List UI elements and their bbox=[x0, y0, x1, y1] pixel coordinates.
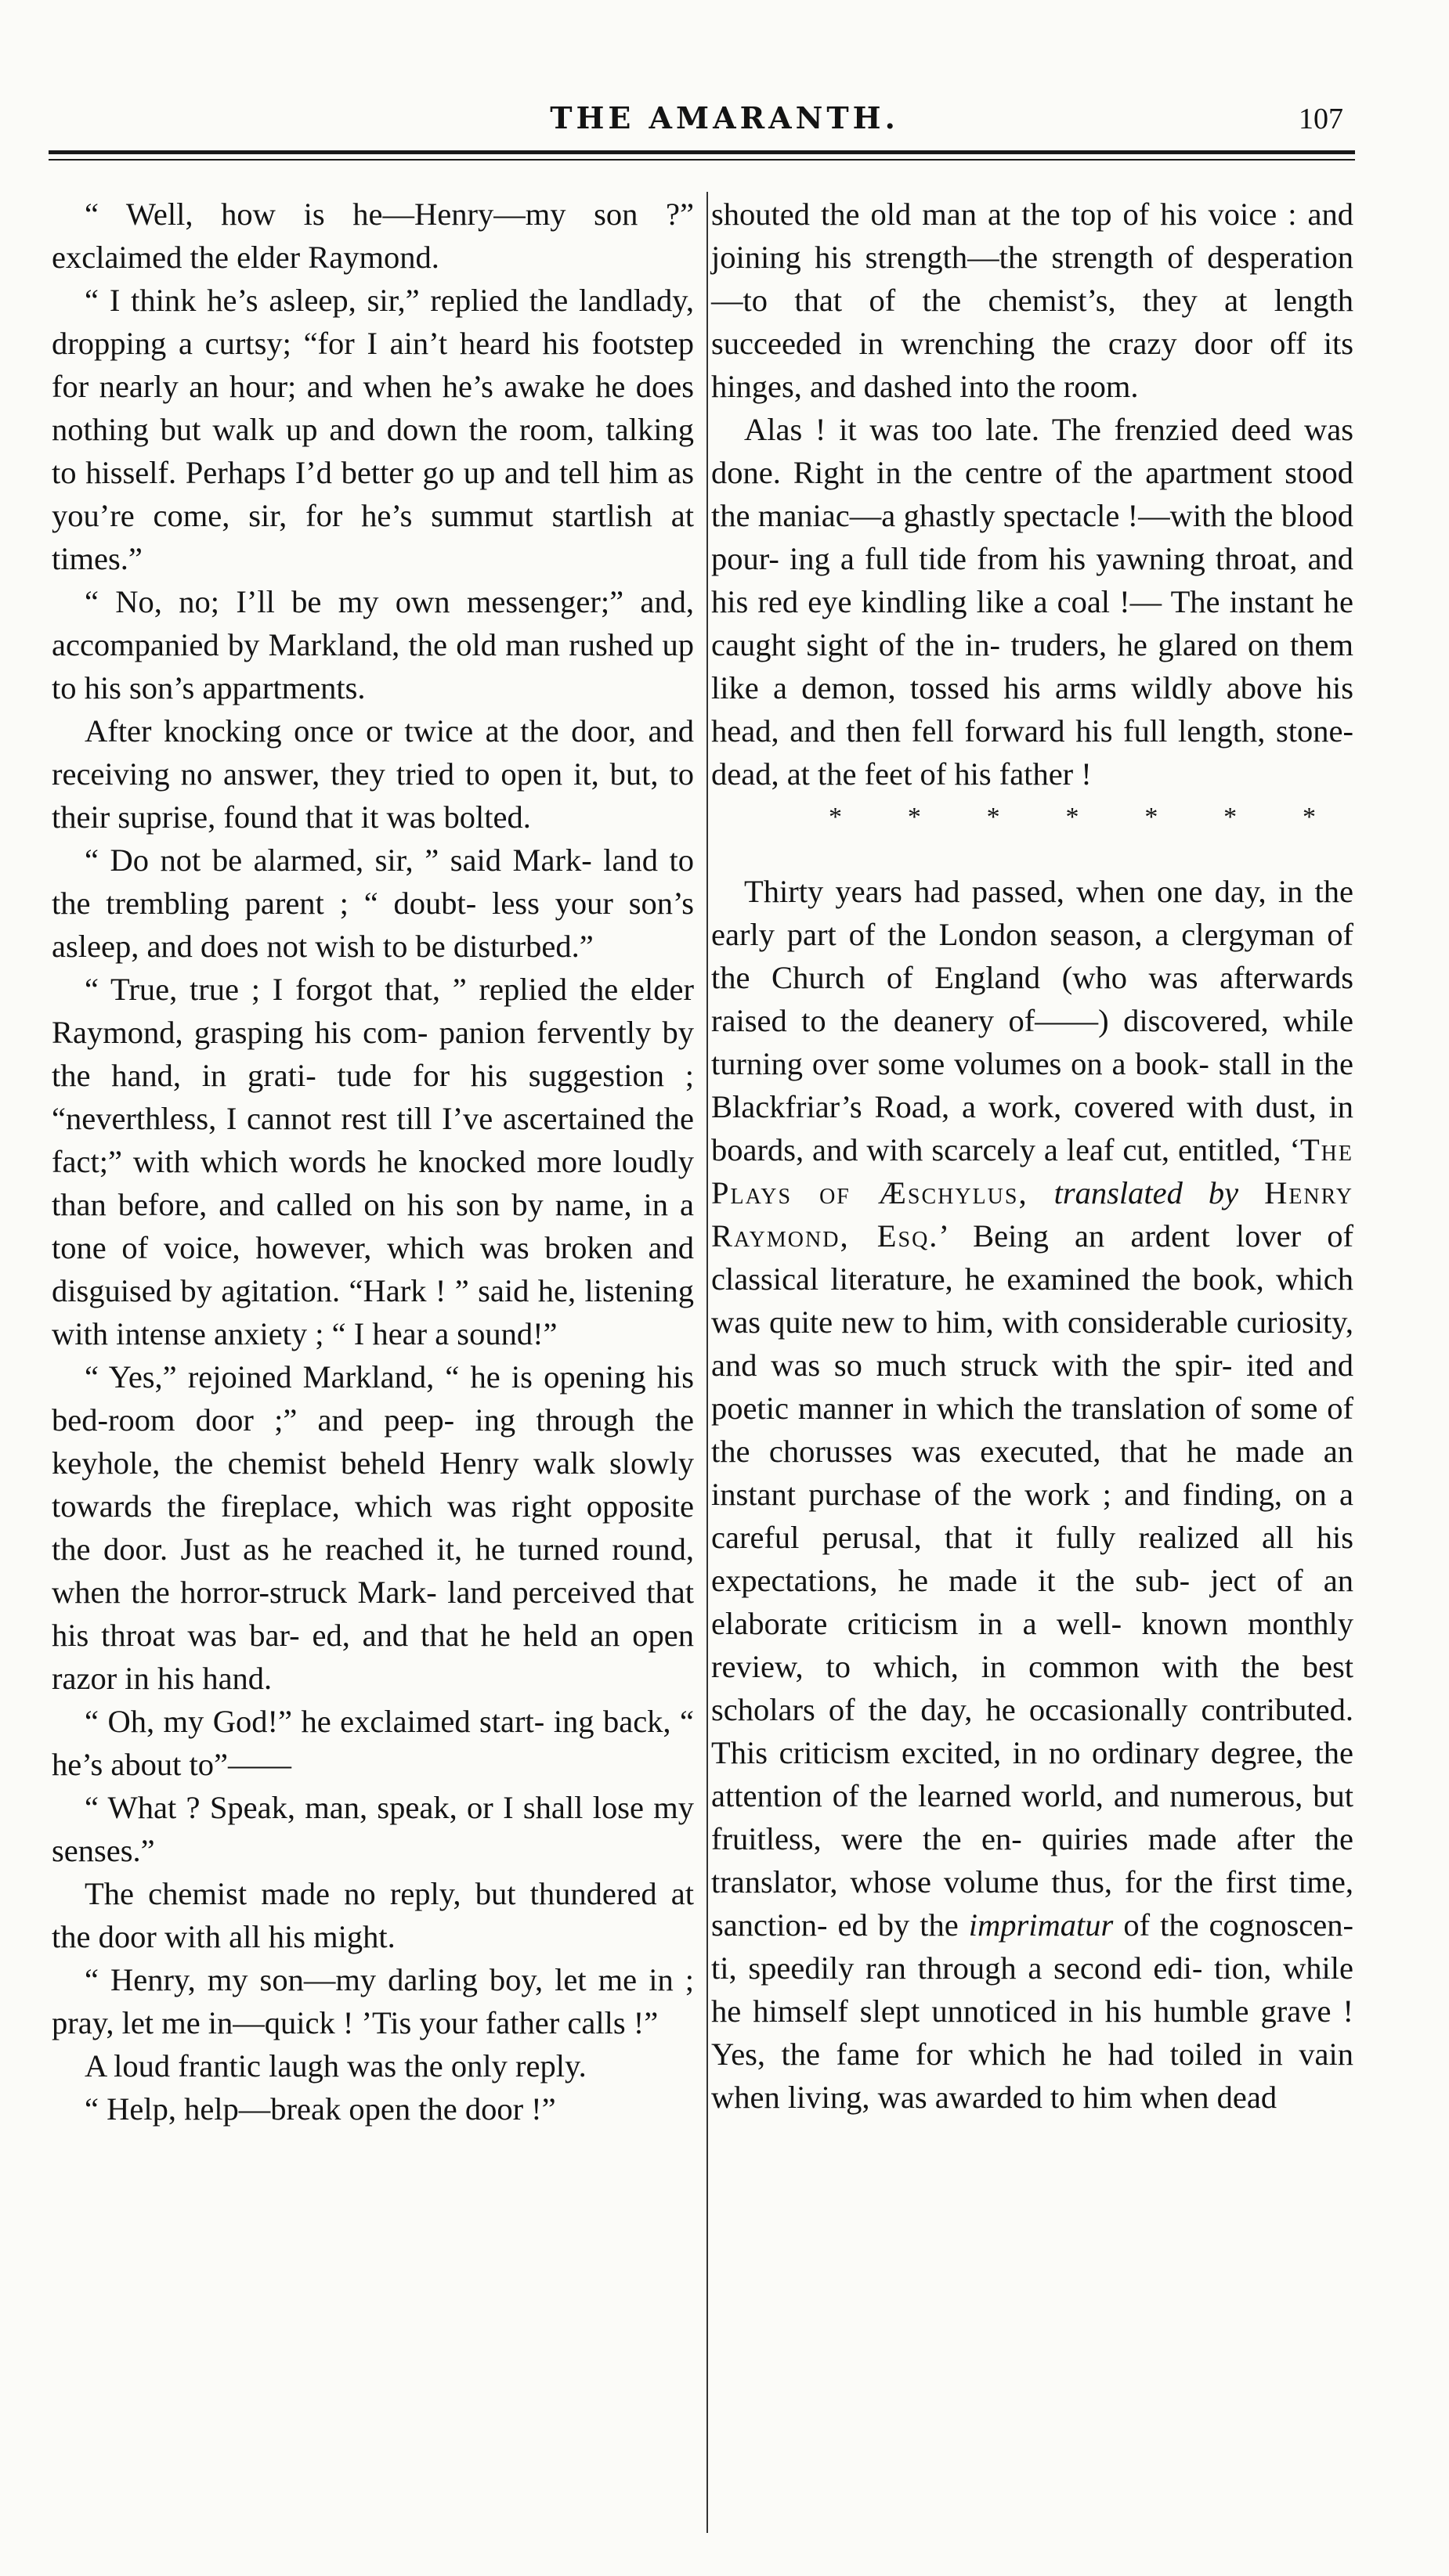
text-line: voice : and joining his strength—the bbox=[711, 197, 1354, 275]
paragraph bbox=[711, 193, 1353, 408]
text-line: tossed his arms wildly above his head, bbox=[711, 670, 1354, 749]
text-line: “ Do not be alarmed, sir, ” said Mark- bbox=[85, 842, 592, 878]
text-line: numerous, but fruitless, were the en- bbox=[711, 1778, 1353, 1856]
text-line: tion, while he himself slept unnoticed bbox=[711, 1950, 1354, 2029]
header-rule-thick bbox=[49, 150, 1355, 154]
paragraph bbox=[52, 1700, 694, 1786]
text-line: which was broken and disguised by bbox=[52, 1230, 695, 1308]
text-line: was executed, that he made an instant bbox=[711, 1434, 1354, 1512]
text-line: shouted the old man at the top of his bbox=[711, 197, 1198, 232]
text-line: to be disturbed.” bbox=[382, 929, 594, 964]
text-line: ing a full tide from his yawning throat, bbox=[790, 541, 1298, 576]
text-line: scarcely a leaf cut, entitled, ‘ bbox=[931, 1132, 1300, 1167]
text-line: covered with dust, in boards, and with bbox=[711, 1089, 1354, 1167]
text-line: wrenching the crazy door off its hinges, bbox=[711, 326, 1354, 404]
text-line: and then fell forward his full length, bbox=[790, 713, 1266, 749]
text-line: turning over some volumes on a book- bbox=[711, 1046, 1209, 1081]
text-line: chemist’s, they at length succeeded in bbox=[711, 283, 1354, 361]
text-line: the deanery of——) discovered, while bbox=[840, 1003, 1353, 1038]
text-line: with which words he knocked more bbox=[132, 1144, 602, 1179]
paragraph bbox=[711, 408, 1353, 796]
text-line: “ Help, help—break open the door !” bbox=[85, 2091, 556, 2127]
star-glyph: * bbox=[986, 803, 1000, 832]
text-line: ed, and that he held an open razor in bbox=[52, 1618, 694, 1696]
text-line: heard his footstep for nearly an hour; bbox=[52, 326, 694, 404]
star-glyph: * bbox=[1302, 803, 1316, 832]
text-line: England (who was afterwards raised to bbox=[711, 960, 1353, 1038]
text-line: and dashed into the room. bbox=[810, 369, 1139, 404]
paragraph bbox=[52, 1355, 694, 1700]
text-line: new to him, with considerable curiosity, bbox=[841, 1304, 1354, 1340]
text-line: less your son’s asleep, and does not wish bbox=[52, 886, 694, 964]
text-line: ardent lover of classical literature, he bbox=[711, 1218, 1353, 1297]
text-line: and when he’s awake he does nothing bbox=[52, 369, 695, 447]
star-glyph: * bbox=[1065, 803, 1079, 832]
paragraph bbox=[52, 709, 694, 839]
text-line: the apartment stood the maniac—a bbox=[711, 455, 1353, 533]
paragraph bbox=[52, 2087, 694, 2130]
text-line: shall lose my senses.” bbox=[52, 1790, 695, 1868]
text-line: land to the trembling parent ; “ doubt- bbox=[52, 842, 694, 921]
text-line: loudly than before, and called on his son bbox=[52, 1144, 695, 1222]
book-title-italic: translated by bbox=[1053, 1175, 1239, 1210]
text-line: translation of some of the chorusses bbox=[711, 1391, 1354, 1469]
text-line: and was so much struck with the spir- bbox=[711, 1348, 1233, 1383]
text-line: “ No, no; I’ll be my own messenger;” bbox=[85, 584, 624, 619]
text-line: with intense anxiety ; “ I hear a sound!” bbox=[52, 1316, 558, 1351]
text-line: land perceived that his throat was bar- bbox=[52, 1575, 695, 1653]
text-line: ’ Being an bbox=[938, 1218, 1105, 1254]
text-line: ghastly spectacle !—with the blood pour- bbox=[711, 498, 1354, 576]
text-line: and, accompanied by Markland, the old bbox=[52, 584, 694, 662]
column-divider bbox=[706, 192, 708, 2533]
section-break-stars bbox=[711, 796, 1353, 839]
text-line: The instant he caught sight of the in- bbox=[711, 584, 1353, 662]
section-gap bbox=[711, 839, 1353, 870]
text-line: criticism excited, in no ordinary degree, bbox=[779, 1735, 1303, 1770]
paragraph bbox=[52, 1872, 694, 1958]
text-line: man rushed up to his son’s appartments. bbox=[52, 627, 694, 705]
text-line: strength of desperation—to that of the bbox=[711, 240, 1353, 318]
text-line: quiries made after the translator, whose bbox=[711, 1821, 1353, 1900]
text-line: common with the best scholars of the bbox=[711, 1649, 1354, 1727]
text-line: fireplace, which was right opposite the bbox=[52, 1488, 694, 1567]
text-line: but walk up and down the room, talking bbox=[160, 412, 695, 447]
text-line: “ True, true ; I forgot that, ” replied bbox=[85, 972, 567, 1007]
text-line: Thirty years had passed, when one bbox=[744, 874, 1203, 909]
right-column bbox=[711, 193, 1353, 2119]
text-line: deed was done. Right in the centre of bbox=[711, 412, 1354, 490]
text-line: exclaimed the elder Raymond. bbox=[52, 240, 439, 275]
text-line: ti, speedily ran through a second edi- bbox=[711, 1950, 1203, 1986]
paragraph bbox=[52, 839, 694, 968]
book-author: Henry Raymond, Esq. bbox=[711, 1175, 1354, 1254]
text-run: ed by the bbox=[837, 1907, 969, 1943]
paragraph bbox=[52, 580, 694, 709]
text-line: stone-dead, at the feet of his father ! bbox=[711, 713, 1354, 792]
text-line: known monthly review, to which, in bbox=[711, 1606, 1353, 1684]
paragraph bbox=[52, 1786, 694, 1872]
text-line: landlady, dropping a curtsy; “for I ain’t bbox=[52, 283, 694, 361]
text-line: ing back, “ he’s about to”—— bbox=[52, 1704, 695, 1782]
left-column bbox=[52, 193, 694, 2130]
text-line: day, he occasionally contributed. This bbox=[711, 1692, 1354, 1770]
text-line: the elder Raymond, grasping his com- bbox=[52, 972, 694, 1050]
text-line: tude for his suggestion ; “neverthless, I bbox=[52, 1058, 694, 1136]
text-line: the attention of the learned world, and bbox=[711, 1735, 1353, 1813]
text-line: “ What ? Speak, man, speak, or I bbox=[85, 1790, 514, 1825]
text-line: ject of an elaborate criticism in a well- bbox=[711, 1563, 1353, 1641]
text-line: “ Yes,” rejoined Markland, “ he is bbox=[85, 1359, 533, 1394]
star-glyph: * bbox=[907, 803, 921, 832]
text-line: tried to open it, but, to their suprise, bbox=[52, 756, 694, 835]
book-title: The Plays of Æschylus, bbox=[711, 1132, 1354, 1210]
text-line: agitation. “Hark ! ” said he, listening bbox=[221, 1273, 694, 1308]
text-line: After knocking once or twice at the bbox=[85, 713, 559, 749]
paragraph bbox=[52, 279, 694, 580]
text-line: door, and receiving no answer, they bbox=[52, 713, 694, 792]
text-line: panion fervently by the hand, in grati- bbox=[52, 1015, 694, 1093]
text-line: The chemist made no reply, but bbox=[85, 1876, 516, 1911]
text-line: his hand. bbox=[157, 1661, 273, 1696]
text-line: “ Oh, my God!” he exclaimed start- bbox=[85, 1704, 545, 1739]
text-line: your father calls !” bbox=[419, 2005, 659, 2040]
text-line: living, was awarded to him when dead bbox=[787, 2080, 1277, 2115]
text-line: by name, in a tone of voice, however, bbox=[52, 1187, 695, 1265]
text-line: day, in the early part of the London bbox=[711, 874, 1354, 952]
text-line: ing through the keyhole, the chemist bbox=[52, 1402, 694, 1481]
paragraph bbox=[711, 870, 1353, 2119]
text-run: of the cognoscen- bbox=[1113, 1907, 1353, 1943]
text-line: door. Just as he reached it, he turned bbox=[103, 1532, 599, 1567]
text-line: volume thus, for the first time, sanction- bbox=[711, 1864, 1353, 1943]
text-line: examined the book, which was quite bbox=[711, 1261, 1353, 1340]
text-line: and his red eye kindling like a coal !— bbox=[711, 541, 1353, 619]
paragraph bbox=[52, 968, 694, 1355]
text-line: season, a clergyman of the Church of bbox=[711, 917, 1354, 995]
text-line: let me in ; pray, let me in—quick ! ’Tis bbox=[52, 1962, 694, 2040]
text-line: and tell him as you’re come, sir, for he’s bbox=[52, 455, 694, 533]
text-line: thundered at the door with all his might. bbox=[52, 1876, 695, 1954]
text-line: round, when the horror-struck Mark- bbox=[52, 1532, 695, 1610]
text-line: in his humble grave ! Yes, the fame bbox=[711, 1993, 1354, 2072]
text-line: A loud frantic laugh was the only bbox=[85, 2048, 508, 2084]
header-rule-thin bbox=[49, 159, 1355, 161]
star-glyph: * bbox=[1144, 803, 1158, 832]
text-line: to hisself. Perhaps I’d better go up bbox=[52, 455, 496, 490]
text-line: ited and poetic manner in which the bbox=[711, 1348, 1353, 1426]
text-line: Alas ! it was too late. The frenzied bbox=[744, 412, 1219, 447]
text-line: stall in the Blackfriar’s Road, a work, bbox=[711, 1046, 1353, 1124]
text-line: purchase of the work ; and finding, on bbox=[808, 1477, 1327, 1512]
star-glyph: * bbox=[829, 803, 842, 832]
text-line: beheld Henry walk slowly towards the bbox=[52, 1445, 695, 1524]
text-line: opening his bed-room door ;” and peep- bbox=[52, 1359, 694, 1438]
imprimatur-word: imprimatur bbox=[968, 1907, 1114, 1943]
text-line: “ Henry, my son—my darling boy, bbox=[85, 1962, 544, 1997]
paragraph bbox=[52, 193, 694, 279]
text-line: “ Well, how is he—Henry—my son ?” bbox=[85, 197, 694, 232]
running-title: THE AMARANTH. bbox=[550, 100, 899, 135]
text-line: a careful perusal, that it fully realized bbox=[711, 1477, 1354, 1555]
star-glyph: * bbox=[1223, 803, 1238, 832]
paragraph bbox=[52, 2044, 694, 2087]
text-line: found that it was bolted. bbox=[223, 799, 531, 835]
text-line: reply. bbox=[515, 2048, 587, 2084]
text-line: for which he had toiled in vain when bbox=[711, 2037, 1353, 2115]
text-line: cannot rest till I’ve ascertained the fact;” bbox=[52, 1101, 695, 1179]
text-line: summut startlish at times.” bbox=[52, 498, 695, 576]
paragraph bbox=[52, 1958, 694, 2044]
text-line: truders, he glared on them like a demon, bbox=[711, 627, 1354, 705]
page-number: 107 bbox=[1299, 103, 1343, 135]
text-line: “ I think he’s asleep, sir,” replied the bbox=[85, 283, 569, 318]
text-line: all his expectations, he made it the sub- bbox=[711, 1520, 1353, 1598]
